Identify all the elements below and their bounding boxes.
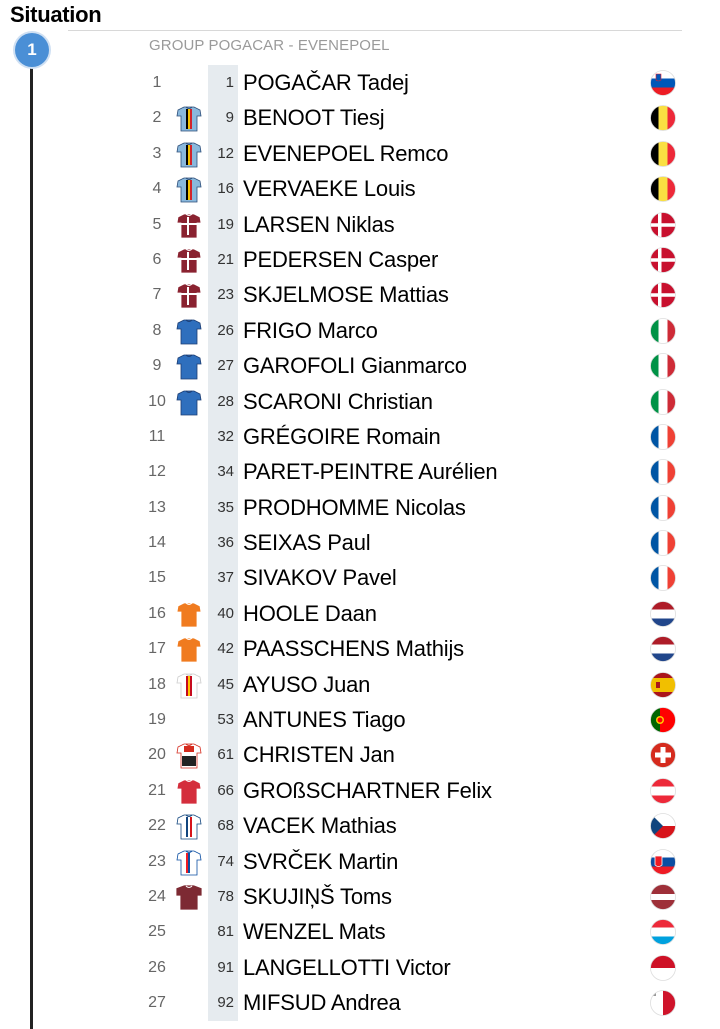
rider-name[interactable]: SEIXAS Paul bbox=[243, 530, 371, 556]
france-flag-icon bbox=[649, 564, 677, 592]
belgium-jersey-icon bbox=[174, 139, 204, 169]
belgium-flag-icon bbox=[649, 104, 677, 132]
italy-jersey-icon bbox=[174, 316, 204, 346]
rider-row[interactable] bbox=[0, 419, 720, 454]
rider-list bbox=[0, 65, 720, 1021]
rider-position: 8 bbox=[152, 321, 162, 339]
austria-jersey-icon bbox=[174, 776, 204, 806]
rider-bib-number: 12 bbox=[208, 136, 238, 171]
rider-bib-number: 23 bbox=[208, 277, 238, 312]
denmark-flag-icon bbox=[649, 281, 677, 309]
luxembourg-flag-icon bbox=[649, 918, 677, 946]
italy-flag-icon bbox=[649, 317, 677, 345]
team-jersey-icon bbox=[174, 705, 204, 735]
rider-row[interactable] bbox=[0, 65, 720, 100]
rider-position: 17 bbox=[148, 640, 166, 658]
rider-position: 13 bbox=[148, 498, 166, 516]
rider-row[interactable] bbox=[0, 914, 720, 949]
rider-position: 16 bbox=[148, 604, 166, 622]
team-jersey-icon bbox=[174, 493, 204, 523]
belgium-jersey-icon bbox=[174, 103, 204, 133]
rider-row[interactable] bbox=[0, 207, 720, 242]
rider-position: 18 bbox=[148, 675, 166, 693]
rider-name[interactable]: SCARONI Christian bbox=[243, 388, 433, 414]
team-jersey-icon bbox=[174, 528, 204, 558]
rider-name[interactable]: HOOLE Daan bbox=[243, 600, 377, 626]
rider-name[interactable]: POGAČAR Tadej bbox=[243, 70, 409, 95]
switzerland-flag-icon bbox=[649, 741, 677, 769]
rider-position: 4 bbox=[152, 180, 162, 198]
rider-row[interactable] bbox=[0, 773, 720, 808]
spain-jersey-icon bbox=[174, 670, 204, 700]
switzerland-jersey-icon bbox=[174, 740, 204, 770]
rider-position: 21 bbox=[148, 781, 166, 799]
rider-bib-number: 19 bbox=[208, 207, 238, 242]
rider-name[interactable]: SKUJIŅŠ Toms bbox=[243, 883, 392, 909]
rider-row[interactable] bbox=[0, 808, 720, 843]
rider-position: 15 bbox=[148, 569, 166, 587]
rider-position: 26 bbox=[148, 958, 166, 976]
rider-position: 2 bbox=[152, 109, 162, 127]
rider-position: 3 bbox=[152, 144, 162, 162]
rider-name[interactable]: PAASSCHENS Mathijs bbox=[243, 636, 464, 662]
rider-name[interactable]: GAROFOLI Gianmarco bbox=[243, 353, 467, 379]
rider-position: 7 bbox=[152, 286, 162, 304]
group-number-badge[interactable]: 1 bbox=[15, 33, 49, 67]
czechia-flag-icon bbox=[649, 812, 677, 840]
denmark-jersey-icon bbox=[174, 245, 204, 275]
rider-position: 6 bbox=[152, 250, 162, 268]
rider-name[interactable]: SVRČEK Martin bbox=[243, 848, 399, 874]
rider-bib-number: 26 bbox=[208, 313, 238, 348]
rider-position: 11 bbox=[148, 427, 166, 445]
team-jersey-icon bbox=[174, 988, 204, 1018]
rider-position: 20 bbox=[148, 746, 166, 764]
rider-position: 19 bbox=[148, 711, 166, 729]
france-flag-icon bbox=[649, 494, 677, 522]
austria-flag-icon bbox=[649, 777, 677, 805]
denmark-flag-icon bbox=[649, 211, 677, 239]
spain-flag-icon bbox=[649, 671, 677, 699]
slovenia-flag-icon bbox=[649, 69, 677, 97]
rider-name[interactable]: PRODHOMME Nicolas bbox=[243, 494, 466, 520]
rider-row[interactable] bbox=[0, 702, 720, 737]
rider-bib-number: 53 bbox=[208, 702, 238, 737]
netherlands-flag-icon bbox=[649, 600, 677, 628]
team-jersey-icon bbox=[174, 563, 204, 593]
team-jersey-icon bbox=[174, 953, 204, 983]
denmark-jersey-icon bbox=[174, 210, 204, 240]
rider-bib-number: 21 bbox=[208, 242, 238, 277]
rider-name[interactable]: PARET-PEINTRE Aurélien bbox=[243, 459, 498, 485]
rider-name[interactable]: AYUSO Juan bbox=[243, 671, 371, 697]
france-flag-icon bbox=[649, 458, 677, 486]
rider-name[interactable]: FRIGO Marco bbox=[243, 317, 378, 343]
rider-bib-number: 28 bbox=[208, 384, 238, 419]
rider-name[interactable]: SIVAKOV Pavel bbox=[243, 565, 397, 591]
team-jersey-icon bbox=[174, 422, 204, 452]
rider-bib-number: 34 bbox=[208, 454, 238, 489]
rider-name[interactable]: WENZEL Mats bbox=[243, 919, 386, 945]
monaco-flag-icon bbox=[649, 954, 677, 982]
rider-row[interactable] bbox=[0, 950, 720, 985]
rider-name[interactable]: CHRISTEN Jan bbox=[243, 742, 395, 768]
team-jersey-icon bbox=[174, 917, 204, 947]
rider-bib-number: 27 bbox=[208, 348, 238, 383]
italy-flag-icon bbox=[649, 388, 677, 416]
rider-bib-number: 35 bbox=[208, 490, 238, 525]
rider-position: 1 bbox=[152, 74, 162, 91]
latvia-flag-icon bbox=[649, 883, 677, 911]
rider-bib-number: 32 bbox=[208, 419, 238, 454]
rider-position: 14 bbox=[148, 534, 166, 552]
rider-position: 5 bbox=[152, 215, 162, 233]
rider-row[interactable] bbox=[0, 348, 720, 383]
france-flag-icon bbox=[649, 529, 677, 557]
slovakia-flag-icon bbox=[649, 848, 677, 876]
rider-position: 24 bbox=[148, 887, 166, 905]
rider-name[interactable]: ANTUNES Tiago bbox=[243, 707, 406, 733]
rider-row[interactable] bbox=[0, 667, 720, 702]
czechia-jersey-icon bbox=[174, 811, 204, 841]
rider-position: 25 bbox=[148, 923, 166, 941]
rider-position: 27 bbox=[148, 994, 166, 1012]
rider-bib-number: 81 bbox=[208, 914, 238, 949]
rider-position: 10 bbox=[148, 392, 166, 410]
france-flag-icon bbox=[649, 423, 677, 451]
rider-row[interactable] bbox=[0, 490, 720, 525]
denmark-jersey-icon bbox=[174, 280, 204, 310]
belgium-flag-icon bbox=[649, 175, 677, 203]
rider-bib-number: 68 bbox=[208, 808, 238, 843]
group-label: GROUP POGACAR - EVENEPOEL bbox=[149, 37, 390, 54]
rider-bib-number: 61 bbox=[208, 737, 238, 772]
malta-flag-icon bbox=[649, 989, 677, 1017]
rider-bib-number: 74 bbox=[208, 844, 238, 879]
rider-row[interactable] bbox=[0, 277, 720, 312]
netherlands-jersey-icon bbox=[174, 599, 204, 629]
rider-position: 12 bbox=[148, 463, 166, 481]
rider-row[interactable] bbox=[0, 631, 720, 666]
rider-row[interactable] bbox=[0, 384, 720, 419]
italy-jersey-icon bbox=[174, 387, 204, 417]
rider-bib-number: 92 bbox=[208, 985, 238, 1020]
rider-name[interactable]: EVENEPOEL Remco bbox=[243, 140, 449, 166]
team-jersey-icon bbox=[174, 68, 204, 98]
rider-bib-number: 16 bbox=[208, 171, 238, 206]
rider-row[interactable] bbox=[0, 985, 720, 1020]
rider-bib-number: 91 bbox=[208, 950, 238, 985]
rider-bib-number: 9 bbox=[208, 100, 238, 135]
rider-bib-number: 78 bbox=[208, 879, 238, 914]
rider-position: 23 bbox=[148, 852, 166, 870]
rider-bib-number: 36 bbox=[208, 525, 238, 560]
rider-name[interactable]: VERVAEKE Louis bbox=[243, 176, 416, 202]
denmark-flag-icon bbox=[649, 246, 677, 274]
team-jersey-icon bbox=[174, 457, 204, 487]
rider-row[interactable] bbox=[0, 525, 720, 560]
rider-bib-number: 40 bbox=[208, 596, 238, 631]
rider-name[interactable]: MIFSUD Andrea bbox=[243, 990, 401, 1016]
italy-flag-icon bbox=[649, 352, 677, 380]
rider-row[interactable] bbox=[0, 171, 720, 206]
rider-position: 22 bbox=[148, 817, 166, 835]
rider-row[interactable] bbox=[0, 242, 720, 277]
rider-name[interactable]: LARSEN Niklas bbox=[243, 211, 395, 237]
rider-row[interactable] bbox=[0, 844, 720, 879]
rider-name[interactable]: PEDERSEN Casper bbox=[243, 246, 439, 272]
rider-bib-number: 37 bbox=[208, 560, 238, 595]
rider-name[interactable]: GRÉGOIRE Romain bbox=[243, 423, 441, 449]
rider-row[interactable] bbox=[0, 136, 720, 171]
rider-bib-number: 42 bbox=[208, 631, 238, 666]
rider-name[interactable]: VACEK Mathias bbox=[243, 813, 397, 839]
rider-name[interactable]: LANGELLOTTI Victor bbox=[243, 954, 451, 980]
rider-row[interactable] bbox=[0, 560, 720, 595]
rider-name[interactable]: GROßSCHARTNER Felix bbox=[243, 777, 492, 803]
rider-row[interactable] bbox=[0, 454, 720, 489]
rider-row[interactable] bbox=[0, 313, 720, 348]
latvia-jersey-icon bbox=[174, 882, 204, 912]
belgium-flag-icon bbox=[649, 140, 677, 168]
rider-row[interactable] bbox=[0, 100, 720, 135]
italy-jersey-icon bbox=[174, 351, 204, 381]
rider-position: 9 bbox=[152, 357, 162, 375]
portugal-flag-icon bbox=[649, 706, 677, 734]
page-title: Situation bbox=[10, 2, 102, 27]
rider-row[interactable] bbox=[0, 737, 720, 772]
rider-row[interactable] bbox=[0, 596, 720, 631]
rider-bib-number: 45 bbox=[208, 667, 238, 702]
rider-name[interactable]: BENOOT Tiesj bbox=[243, 105, 385, 131]
netherlands-jersey-icon bbox=[174, 634, 204, 664]
rider-bib-number: 66 bbox=[208, 773, 238, 808]
belgium-jersey-icon bbox=[174, 174, 204, 204]
slovakia-jersey-icon bbox=[174, 847, 204, 877]
group-divider bbox=[68, 30, 682, 31]
netherlands-flag-icon bbox=[649, 635, 677, 663]
rider-bib-number: 1 bbox=[208, 65, 238, 100]
rider-name[interactable]: SKJELMOSE Mattias bbox=[243, 282, 449, 308]
rider-row[interactable] bbox=[0, 879, 720, 914]
